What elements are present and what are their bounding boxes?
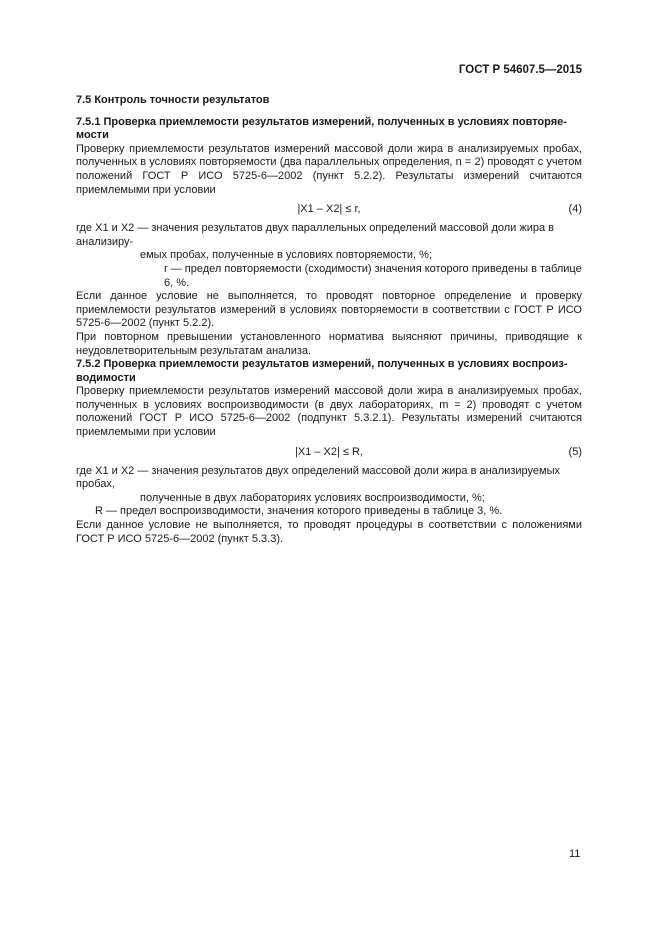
heading-line: водимости [76,371,136,384]
formula-number: (4) [568,203,582,216]
formula-legend [76,222,582,290]
subsection-heading-7-5-1 [76,116,582,143]
document-header-id: ГОСТ Р 54607.5—2015 [458,64,582,76]
formula-expression: |X1 – X2| ≤ r, [297,203,361,216]
paragraph: Если данное условие не выполняется, то проводят процедуры в соответствии с положениями ГОСТ Р ИСО 5725-6—2002 (пункт 5.3.3). [76,519,582,545]
formula-legend [76,465,582,519]
section-heading: 7.5 Контроль точности результатов [76,94,270,106]
paragraph: Проверку приемлемости результатов измерений массовой доли жира в анализируемых пробах, полученных в условиях воспроизводимости (в двух лабораториях, m = 2) проводят с учетом положений ГОСТ Р ИСО 5725-6—2002 (подпункт 5.3.2.1). Результаты измерений считаются приемлемыми при условии [76,385,582,439]
legend-line: емых пробах, полученные в условиях повторяемости, %; [140,249,432,262]
paragraph: При повторном превышении установленного норматива выясняют причины, приводящие к неудовлетворительным результатам анализа. [76,330,582,357]
formula-expression: |X1 – X2| ≤ R, [294,445,363,458]
formula-4 [76,203,582,217]
legend-line: полученные в двух лабораториях условиях воспроизводимости, %; [140,491,485,504]
legend-line: где X1 и X2 — значения результатов двух параллельных определений массовой доли жира в анализиру- [76,222,555,248]
legend-line: r — предел повторяемости (сходимости) значения которого приведены в таблице 6, %. [164,262,582,289]
heading-line: 7.5.2 Проверка приемлемости результатов измерений, полученных в условиях воспроиз- [76,358,568,371]
document-body [76,94,582,546]
paragraph: Проверку приемлемости результатов измерений массовой доли жира в анализируемых пробах, полученных в условиях повторяемости (два параллельных определения, n = 2) проводят с учетом положений ГОСТ Р ИСО 5725-6—2002 (пункт 5.2.2). Результаты измерений считаются приемлемыми при условии [76,142,582,196]
heading-line: 7.5.1 Проверка приемлемости результатов измерений, полученных в условиях повторяе- [76,115,567,128]
formula-number: (5) [568,445,582,458]
paragraph: Если данное условие не выполняется, то проводят повторное определение и проверку приемлемости результатов измерений в условиях повторяемости в соответствии с ГОСТ Р ИСО 5725-6—2002 (пункт 5.2.2). [76,290,582,330]
page-number: 11 [569,848,581,860]
heading-line: мости [76,129,109,142]
subsection-heading-7-5-2 [76,358,582,385]
legend-line: R — предел воспроизводимости, значения которого приведены в таблице 3, %. [95,505,503,518]
legend-line: где X1 и X2 — значения результатов двух определений массовой доли жира в анализируемых пробах, [76,464,561,491]
formula-5 [76,446,582,460]
